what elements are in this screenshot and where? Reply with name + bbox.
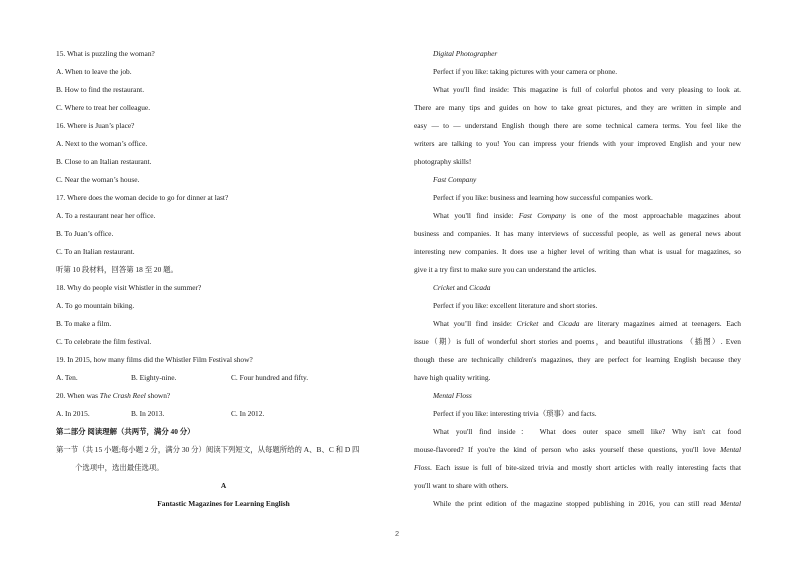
m1-line-3: easy — to — understand English though there are some technical camera terms. You feel like the	[414, 121, 741, 130]
magazine-title-digital-photographer: Digital Photographer	[433, 49, 498, 58]
m3-line-3: though these are technically children's magazines, they are perfect for learning English because they	[414, 355, 741, 364]
m1-line-1: What you'll find inside: This magazine is full of colorful photos and very pleasing to look at.	[433, 85, 741, 94]
option-20a: A. In 2015.	[56, 409, 90, 418]
section-1-instruction-line2: 个选项中，选出最佳选项。	[75, 463, 164, 472]
option-16a: A. Next to the woman’s office.	[56, 139, 148, 148]
film-title: The Crash Reel	[99, 391, 146, 400]
option-17b: B. To Juan’s office.	[56, 229, 114, 238]
m4-perfect-if: Perfect if you like: interesting trivia（琐事）and facts.	[433, 409, 597, 418]
m4-line-3: Floss. Each issue is full of bite-sized trivia and mostly short articles with really interesting facts that	[414, 463, 741, 472]
option-17a: A. To a restaurant near her office.	[56, 211, 156, 220]
option-18b: B. To make a film.	[56, 319, 112, 328]
m2-line-1: What you'll find inside: Fast Company is one of the most approachable magazines about	[433, 211, 741, 220]
option-17c: C. To an Italian restaurant.	[56, 247, 135, 256]
magazine-title-cricket-cicada: Cricket and Cicada	[433, 283, 491, 292]
m1-perfect-if: Perfect if you like: taking pictures with your camera or phone.	[433, 67, 618, 76]
option-15a: A. When to leave the job.	[56, 67, 132, 76]
m4-line-1: What you'll find inside： What does outer space smell like? Why isn't cat food	[433, 427, 741, 436]
m1-line-4: writers are talking to you! You can impress your friends with your improved English and your new	[414, 139, 741, 148]
question-17: 17. Where does the woman decide to go for dinner at last?	[56, 193, 229, 202]
m1-line-2: There are many tips and guides on how to take great pictures, and they are written in simple and	[414, 103, 741, 112]
question-19: 19. In 2015, how many films did the Whistler Film Festival show?	[56, 355, 253, 364]
passage-title: Fantastic Magazines for Learning English	[157, 499, 290, 508]
magazine-title-mental-floss: Mental Floss	[433, 391, 472, 400]
option-20c: C. In 2012.	[231, 409, 265, 418]
part-2-heading: 第二部分 阅读理解（共两节，满分 40 分）	[56, 427, 195, 436]
m3-line-4: have high quality writing.	[414, 373, 491, 382]
m2-line-3: interesting new companies. It does use a higher level of writing than what is usual for magazines, so	[414, 247, 741, 256]
m1-line-5: photography skills!	[414, 157, 472, 166]
m2-perfect-if: Perfect if you like: business and learning how successful companies work.	[433, 193, 653, 202]
section-1-instruction-line1: 第一节（共 15 小题;每小题 2 分，满分 30 分）阅读下列短文，从每题所给的 A、B、C 和 D 四	[56, 445, 360, 454]
option-18c: C. To celebrate the film festival.	[56, 337, 152, 346]
m3-line-2: issue（期）is full of wonderful short stories and poems，and beautiful illustrations （插图）. Even	[414, 337, 741, 346]
passage-letter: A	[220, 481, 227, 490]
question-20: 20. When was The Crash Reel shown?	[56, 391, 171, 400]
option-19b: B. Eighty-nine.	[131, 373, 177, 382]
option-16b: B. Close to an Italian restaurant.	[56, 157, 152, 166]
m4-line-5: While the print edition of the magazine stopped publishing in 2016, you can still read Mental	[433, 499, 741, 508]
m2-line-4: give it a try first to make sure you can understand the articles.	[414, 265, 597, 274]
option-18a: A. To go mountain biking.	[56, 301, 135, 310]
option-15c: C. Where to treat her colleague.	[56, 103, 151, 112]
m2-line-2: business and companies. It has many interviews of successful people, as well as general news about	[414, 229, 741, 238]
question-15: 15. What is puzzling the woman?	[56, 49, 155, 58]
m3-line-1: What you’ll find inside: Cricket and Cicada are literary magazines aimed at teenagers. Each	[433, 319, 741, 328]
question-16: 16. Where is Juan’s place?	[56, 121, 135, 130]
m4-line-4: you'll want to share with others.	[414, 481, 509, 490]
option-16c: C. Near the woman’s house.	[56, 175, 140, 184]
option-15b: B. How to find the restaurant.	[56, 85, 145, 94]
question-18: 18. Why do people visit Whistler in the summer?	[56, 283, 202, 292]
page-number: 2	[394, 529, 400, 538]
m4-line-2: mouse-flavored? If you're the kind of person who asks yourself these questions, you'll love Mental	[414, 445, 741, 454]
magazine-title-fast-company: Fast Company	[433, 175, 477, 184]
option-19a: A. Ten.	[56, 373, 78, 382]
option-19c: C. Four hundred and fifty.	[231, 373, 309, 382]
m3-perfect-if: Perfect if you like: excellent literature and short stories.	[433, 301, 598, 310]
option-20b: B. In 2013.	[131, 409, 165, 418]
listening-instruction: 听第 10 段材料，回答第 18 至 20 题。	[56, 265, 178, 274]
